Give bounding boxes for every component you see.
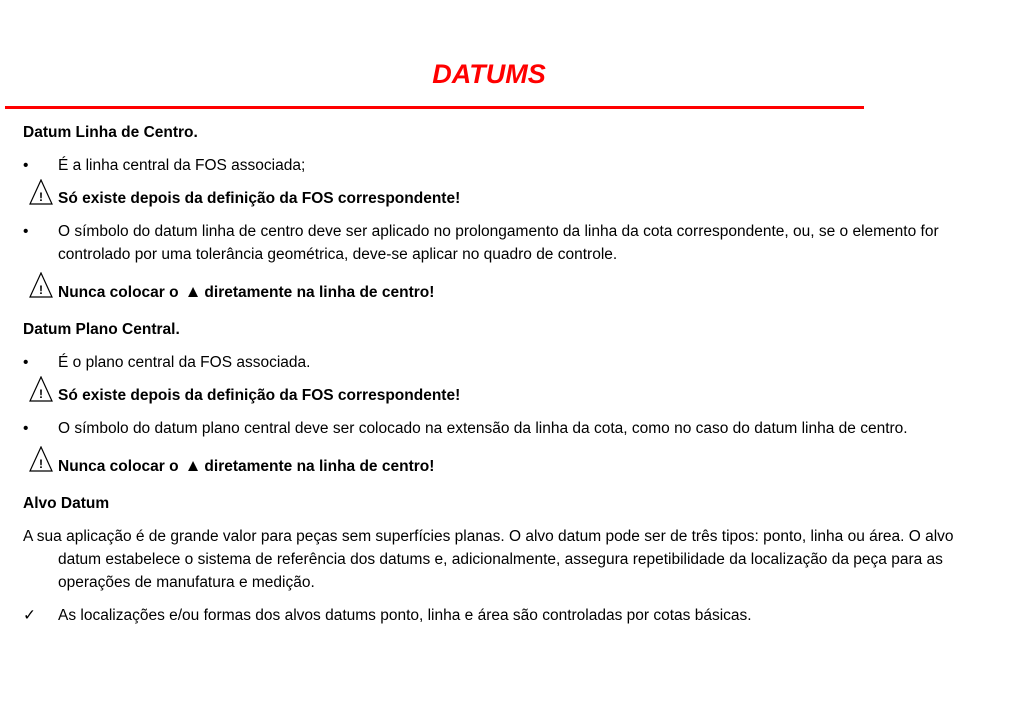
target-paragraph: A sua aplicação é de grande valor para peças sem superfícies planas. O alvo datum pode ser de três tipos: ponto, linha ou área. O alvo datum estabelece o sistema de referência dos datums e, adicionalmente, assegura repetibilidade da localização da peça para as operações de manufatura e medição.	[23, 528, 954, 591]
warning-text: Só existe depois da definição da FOS correspondente!	[58, 190, 461, 207]
warning-text-before: Nunca colocar o	[58, 284, 179, 301]
bullet-dot: •	[23, 354, 29, 371]
datum-triangle-icon: ▲	[184, 282, 202, 301]
bullet-item	[23, 351, 998, 374]
section-heading-centerplane: Datum Plano Central.	[23, 321, 180, 338]
warning-triangle-icon	[29, 179, 53, 205]
section-heading-centerline: Datum Linha de Centro.	[23, 124, 198, 141]
bullet-item	[23, 220, 998, 266]
warning-triangle-icon	[29, 272, 53, 298]
bullet-text: É a linha central da FOS associada;	[58, 157, 306, 174]
bullet-item	[23, 154, 998, 177]
warning-text-after: diretamente na linha de centro!	[204, 284, 435, 301]
bullet-dot: •	[23, 420, 29, 437]
bullet-item	[23, 417, 998, 440]
warning-mark: !	[39, 283, 43, 297]
warning-line	[23, 384, 998, 407]
warning-mark: !	[39, 457, 43, 471]
bullet-dot: •	[23, 223, 29, 240]
check-text: As localizações e/ou formas dos alvos datums ponto, linha e área são controladas por cotas básicas.	[58, 607, 752, 624]
datum-triangle-icon: ▲	[184, 456, 202, 475]
warning-mark: !	[39, 190, 43, 204]
checkmark-icon: ✓	[23, 607, 36, 624]
warning-text-before: Nunca colocar o	[58, 458, 179, 475]
title-divider	[5, 106, 864, 109]
warning-line	[23, 187, 998, 210]
warning-text-after: diretamente na linha de centro!	[204, 458, 435, 475]
warning-line	[23, 280, 998, 304]
slide-content	[23, 121, 998, 637]
warning-triangle-icon	[29, 446, 53, 472]
page-title: DATUMS	[432, 59, 546, 89]
warning-line	[23, 454, 998, 478]
check-item	[23, 604, 998, 627]
section-heading-target: Alvo Datum	[23, 495, 110, 512]
warning-mark: !	[39, 387, 43, 401]
bullet-text: O símbolo do datum plano central deve ser colocado na extensão da linha da cota, como no caso do datum linha de centro.	[58, 420, 908, 437]
bullet-text: É o plano central da FOS associada.	[58, 354, 311, 371]
warning-triangle-icon	[29, 376, 53, 402]
bullet-dot: •	[23, 157, 29, 174]
bullet-text: O símbolo do datum linha de centro deve ser aplicado no prolongamento da linha da cota correspondente, ou, se o elemento for controlado por uma tolerância geométrica, deve-se aplicar no quadro de controle.	[58, 223, 939, 263]
warning-text: Só existe depois da definição da FOS correspondente!	[58, 387, 461, 404]
